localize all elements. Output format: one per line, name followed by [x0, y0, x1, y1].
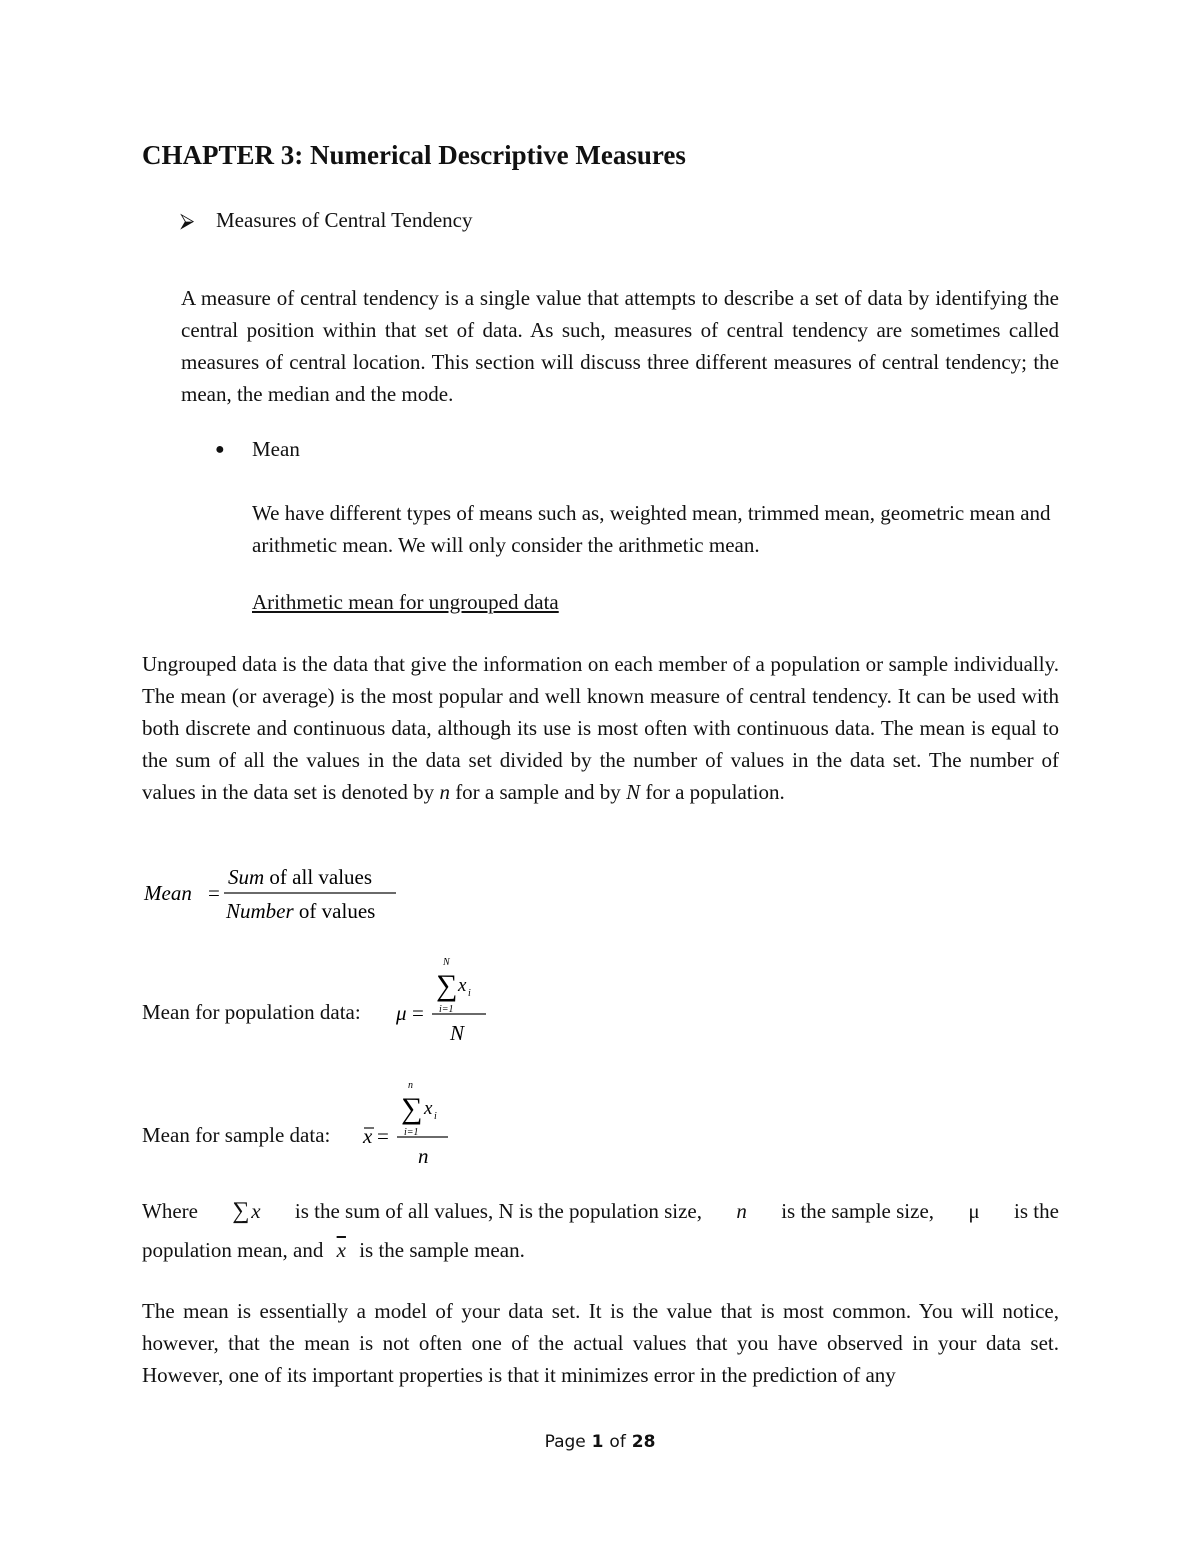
where-xbar: $\overline{x}$ [336, 1238, 346, 1262]
bullet-dot-icon: ● [215, 441, 225, 458]
formula-mean-numerator: Sum of all values [228, 865, 373, 889]
ungrouped-text-1: Ungrouped data is the data that give the information on each member of a population or sample individually. The mean (or average) is the most popular and well known measure of central tendency. It can be used with both discrete and continuous data, although its use is most often with continuous data. The mean is equal to the sum of all the values in the data set divided by the number of values in the data set. The number of values in the data set is denoted by [142, 652, 1059, 804]
ungrouped-n: n [439, 780, 450, 804]
sample-denominator: n [418, 1144, 429, 1168]
population-lower-limit: i=1 [439, 1004, 454, 1015]
sample-term-sub: i [434, 1111, 437, 1122]
population-mu: μ [396, 1001, 407, 1025]
sample-sigma-icon: ∑ [401, 1092, 423, 1125]
where-mu: μ [968, 1199, 980, 1223]
where-sentence-line2 [142, 1238, 525, 1263]
section-title: Measures of Central Tendency [216, 208, 473, 232]
model-paragraph: The mean is essentially a model of your data set. It is the value that is most common. You will notice, however, that the mean is not often one of the actual values that you have observed in your data set. However, one of its important properties is that it minimizes error in the prediction of any [142, 1299, 1059, 1387]
population-term-sub: i [468, 988, 471, 999]
intro-paragraph: A measure of central tendency is a single value that attempts to describe a set of data by identifying the central position within that set of data. As such, measures of central tendency are sometimes called measures of central location. This section will discuss three different measures of central tendency; the mean, the median and the mode. [181, 286, 1059, 406]
sample-equals: = [377, 1124, 389, 1148]
population-sigma-icon: ∑ [436, 969, 458, 1002]
where-text-1: is the sum of all values, N is the population size, [294, 1199, 702, 1223]
footer-total-pages: 28 [631, 1432, 656, 1452]
chapter-heading: CHAPTER 3: Numerical Descriptive Measures [142, 140, 686, 170]
ungrouped-paragraph [142, 648, 1059, 808]
sample-mean-formula [355, 1073, 465, 1173]
sample-formula-label: Mean for sample data: [142, 1123, 331, 1147]
bullet-label: Mean [252, 437, 300, 461]
where-text-3: is the [1014, 1199, 1059, 1223]
where-x: x [251, 1199, 261, 1223]
sample-term: x [424, 1098, 433, 1119]
ungrouped-subheading: Arithmetic mean for ungrouped data [252, 590, 559, 614]
footer-page-number: 1 [591, 1432, 604, 1452]
sample-upper-limit: n [408, 1080, 413, 1091]
mean-word-formula [140, 860, 410, 930]
page-footer [0, 1432, 1200, 1452]
bullet-item-mean [215, 437, 300, 462]
population-denominator: N [450, 1021, 465, 1045]
sample-lower-limit: i=1 [404, 1127, 419, 1138]
where-text-2: is the sample size, [781, 1199, 935, 1223]
population-mean-formula [390, 950, 500, 1050]
where-line2-a: population mean, and [142, 1238, 324, 1262]
means-types-paragraph: We have different types of means such as, weighted mean, trimmed mean, geometric mean and arithmetic mean. We will only consider the arithmetic mean. [252, 501, 1051, 557]
formula-mean-equals: = [208, 881, 220, 905]
where-n: n [736, 1199, 747, 1223]
population-formula-label: Mean for population data: [142, 1000, 361, 1024]
where-sentence-line1 [142, 1198, 1059, 1225]
formula-mean-denominator: Number of values [226, 899, 376, 923]
ungrouped-text-2: for a sample and by [449, 780, 627, 804]
ungrouped-text-3: for a population. [640, 780, 785, 804]
footer-of-word: of [609, 1432, 626, 1452]
population-upper-limit: N [443, 957, 450, 968]
arrow-bullet-icon: ⮚ [180, 210, 195, 232]
sample-xbar: x [363, 1124, 373, 1148]
section-list-item [180, 208, 472, 233]
footer-page-word: Page [544, 1432, 586, 1452]
where-sigma-icon: ∑ [232, 1198, 250, 1224]
where-word: Where [142, 1199, 198, 1223]
formula-mean-lhs: Mean [144, 881, 192, 905]
population-equals: = [412, 1001, 424, 1025]
where-line2-b: is the sample mean. [359, 1238, 525, 1262]
where-sum-x [232, 1198, 260, 1225]
ungrouped-N: N [626, 780, 641, 804]
population-term: x [458, 975, 467, 996]
